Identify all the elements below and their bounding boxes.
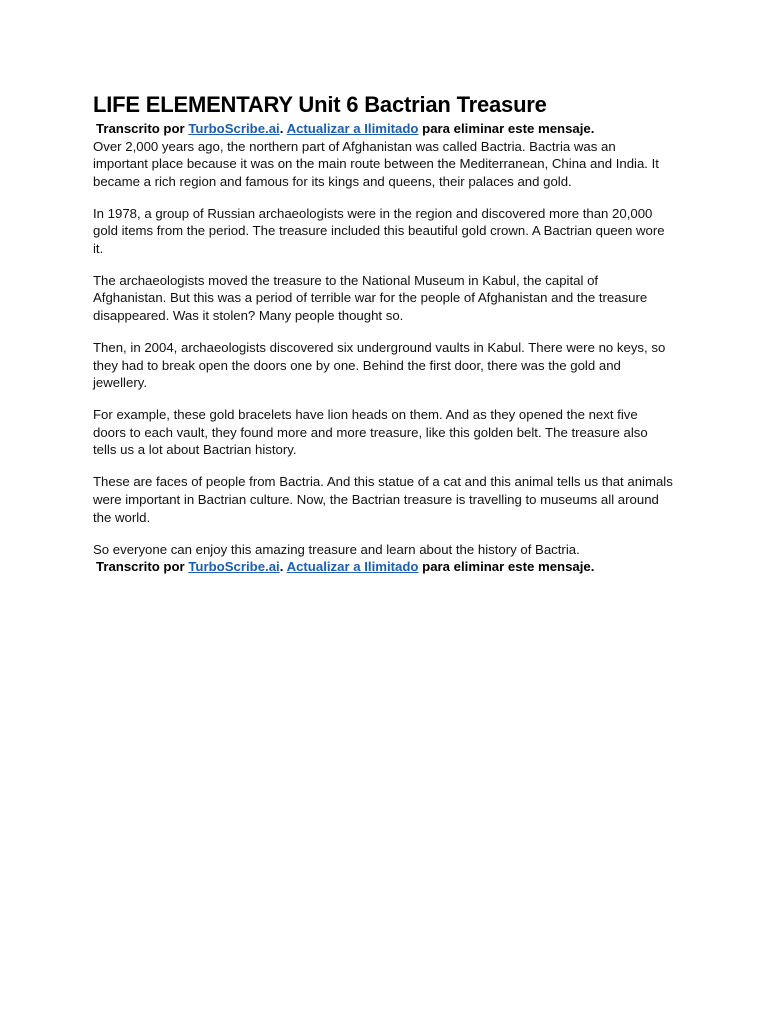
banner-separator: .: [279, 121, 284, 136]
paragraph: Over 2,000 years ago, the northern part of Afghanistan was called Bactria. Bactria was an important place because it was on the main route between the Mediterranean, China and India. It became a rich region and famous for its kings and queens, their palaces and gold.: [93, 138, 659, 189]
banner-separator: .: [279, 559, 284, 575]
transcription-banner-bottom: [93, 558, 673, 576]
document-page: [93, 90, 673, 576]
upgrade-unlimited-link[interactable]: Actualizar a Ilimitado: [286, 559, 419, 575]
paragraph: These are faces of people from Bactria. And this statue of a cat and this animal tells us that animals were important in Bactrian culture. Now, the Bactrian treasure is travelling to museums all around the world.: [93, 474, 673, 525]
turboscribe-link[interactable]: TurboScribe.ai: [188, 559, 280, 575]
paragraph: The archaeologists moved the treasure to the National Museum in Kabul, the capital of Afghanistan. But this was a period of terrible war for the people of Afghanistan and the treasure disappeared. Was it stolen? Many people thought so.: [93, 272, 648, 324]
paragraph: Then, in 2004, archaeologists discovered six underground vaults in Kabul. There were no keys, so they had to break open the doors one by one. Behind the first door, there was the gold and jewellery.: [93, 340, 666, 391]
banner-suffix: para eliminar este mensaje.: [422, 559, 595, 575]
banner-prefix: Transcrito por: [96, 559, 185, 575]
turboscribe-link[interactable]: TurboScribe.ai: [188, 121, 280, 136]
transcription-banner-top: [93, 120, 673, 138]
upgrade-unlimited-link[interactable]: Actualizar a Ilimitado: [286, 121, 419, 136]
document-title: LIFE ELEMENTARY Unit 6 Bactrian Treasure: [93, 92, 547, 117]
paragraph: So everyone can enjoy this amazing treasure and learn about the history of Bactria.: [93, 541, 580, 557]
banner-suffix: para eliminar este mensaje.: [422, 121, 595, 136]
paragraph: For example, these gold bracelets have lion heads on them. And as they opened the next five doors to each vault, they found more and more treasure, like this golden belt. The treasure also tells us a lot about Bactrian history.: [93, 407, 648, 458]
banner-prefix: Transcrito por: [96, 121, 185, 136]
paragraph: In 1978, a group of Russian archaeologists were in the region and discovered more than 20,000 gold items from the period. The treasure included this beautiful gold crown. A Bactrian queen wore it.: [93, 205, 665, 256]
